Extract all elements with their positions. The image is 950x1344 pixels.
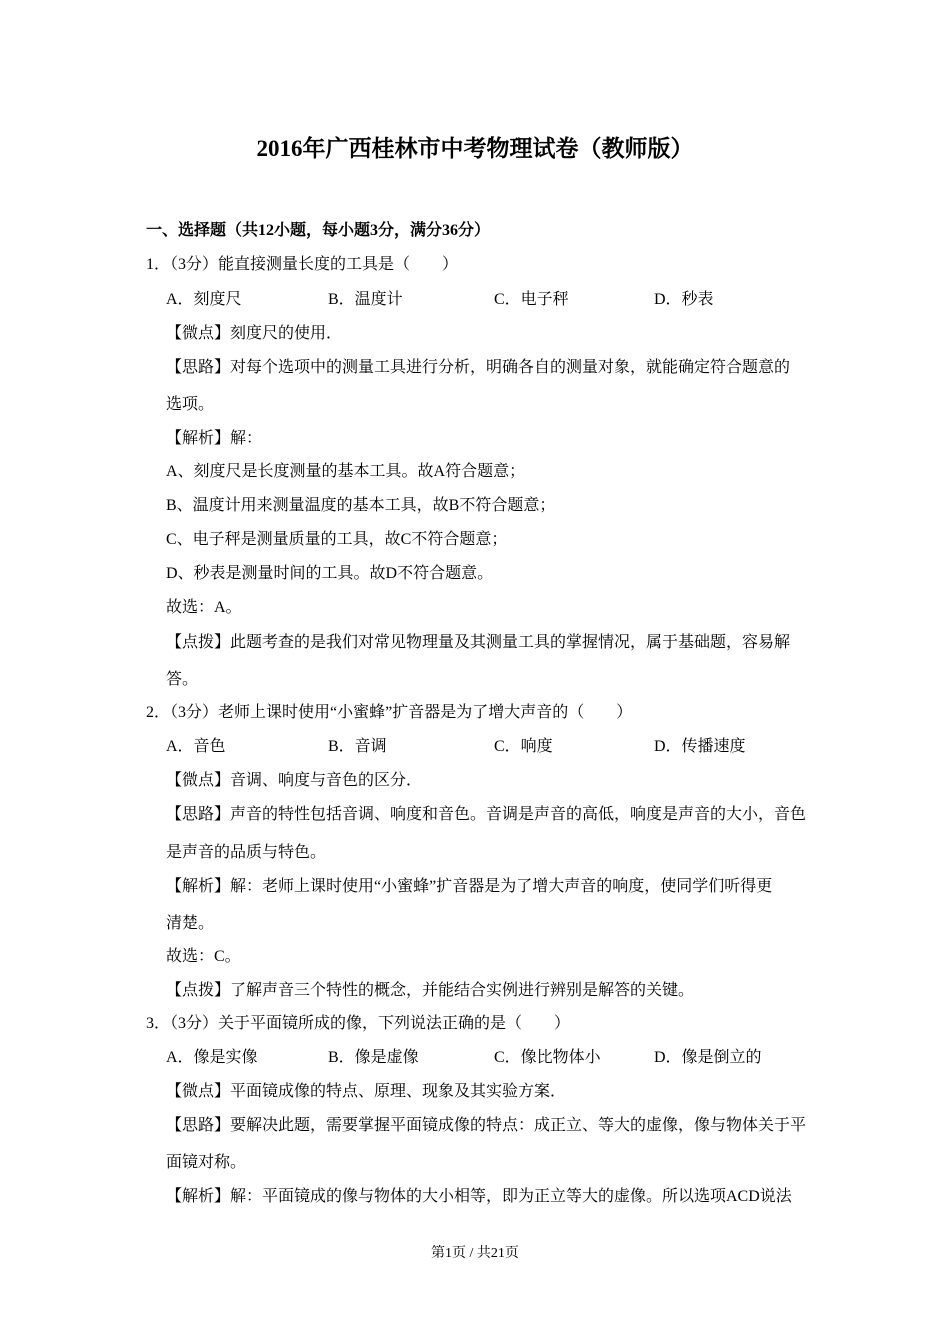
q2-option-a: A．音色: [166, 738, 226, 755]
q1-dianbo-line-1: 【点拨】此题考查的是我们对常见物理量及其测量工具的掌握情况，属于基础题，容易解: [166, 634, 791, 651]
section-heading: 一、选择题（共12小题，每小题3分，满分36分）: [146, 222, 491, 239]
q2-answer: 故选：C。: [166, 948, 241, 965]
question-3-stem: 3．（3分）关于平面镜所成的像，下列说法正确的是（ ）: [146, 1015, 571, 1032]
q1-option-a: A．刻度尺: [166, 291, 242, 308]
q3-option-d: D．像是倒立的: [654, 1049, 762, 1066]
q3-option-c: C．像比物体小: [494, 1049, 601, 1066]
q1-analysis-a: A、刻度尺是长度测量的基本工具。故A符合题意；: [166, 463, 526, 480]
q2-silu-line-2: 是声音的品质与特色。: [166, 844, 327, 861]
document-title: 2016年广西桂林市中考物理试卷（教师版）: [256, 136, 694, 161]
q1-silu-line-1: 【思路】对每个选项中的测量工具进行分析，明确各自的测量对象，就能确定符合题意的: [166, 359, 791, 376]
q2-weidian: 【微点】音调、响度与音色的区分．: [166, 772, 423, 789]
q3-silu-line-2: 面镜对称。: [166, 1154, 247, 1171]
q1-dianbo-line-2: 答。: [166, 671, 199, 688]
q2-silu-line-1: 【思路】声音的特性包括音调、响度和音色。音调是声音的高低，响度是声音的大小，音色: [166, 806, 807, 823]
question-2-stem: 2．（3分）老师上课时使用“小蜜蜂”扩音器是为了增大声音的（ ）: [146, 704, 633, 721]
q2-dianbo: 【点拨】了解声音三个特性的概念，并能结合实例进行辨别是解答的关键。: [166, 982, 695, 999]
q2-jiexi-line-2: 清楚。: [166, 915, 215, 932]
q3-jiexi-line-1: 【解析】解：平面镜成的像与物体的大小相等，即为正立等大的虚像。所以选项ACD说法: [166, 1188, 792, 1205]
page-footer: 第1页 / 共21页: [431, 1246, 519, 1261]
q2-jiexi-line-1: 【解析】解：老师上课时使用“小蜜蜂”扩音器是为了增大声音的响度，使同学们听得更: [166, 878, 773, 895]
q1-option-c: C．电子秤: [494, 291, 569, 308]
q2-option-d: D．传播速度: [654, 738, 746, 755]
q2-option-c: C．响度: [494, 738, 553, 755]
q1-option-d: D．秒表: [654, 291, 714, 308]
question-1-stem: 1．（3分）能直接测量长度的工具是（ ）: [146, 256, 459, 273]
q2-option-b: B．音调: [328, 738, 387, 755]
q1-weidian: 【微点】刻度尺的使用．: [166, 325, 343, 342]
q3-option-b: B．像是虚像: [328, 1049, 419, 1066]
q1-analysis-c: C、电子秤是测量质量的工具，故C不符合题意；: [166, 531, 508, 548]
q3-option-a: A．像是实像: [166, 1049, 258, 1066]
q1-analysis-d: D、秒表是测量时间的工具。故D不符合题意。: [166, 565, 494, 582]
q3-silu-line-1: 【思路】要解决此题，需要掌握平面镜成像的特点：成正立、等大的虚像，像与物体关于平: [166, 1117, 807, 1134]
q1-analysis-b: B、温度计用来测量温度的基本工具，故B不符合题意；: [166, 497, 556, 514]
q1-silu-line-2: 选项。: [166, 396, 215, 413]
q1-jiexi: 【解析】解：: [166, 430, 263, 447]
q3-weidian: 【微点】平面镜成像的特点、原理、现象及其实验方案．: [166, 1083, 567, 1100]
q1-answer: 故选：A。: [166, 599, 242, 616]
q1-option-b: B．温度计: [328, 291, 403, 308]
